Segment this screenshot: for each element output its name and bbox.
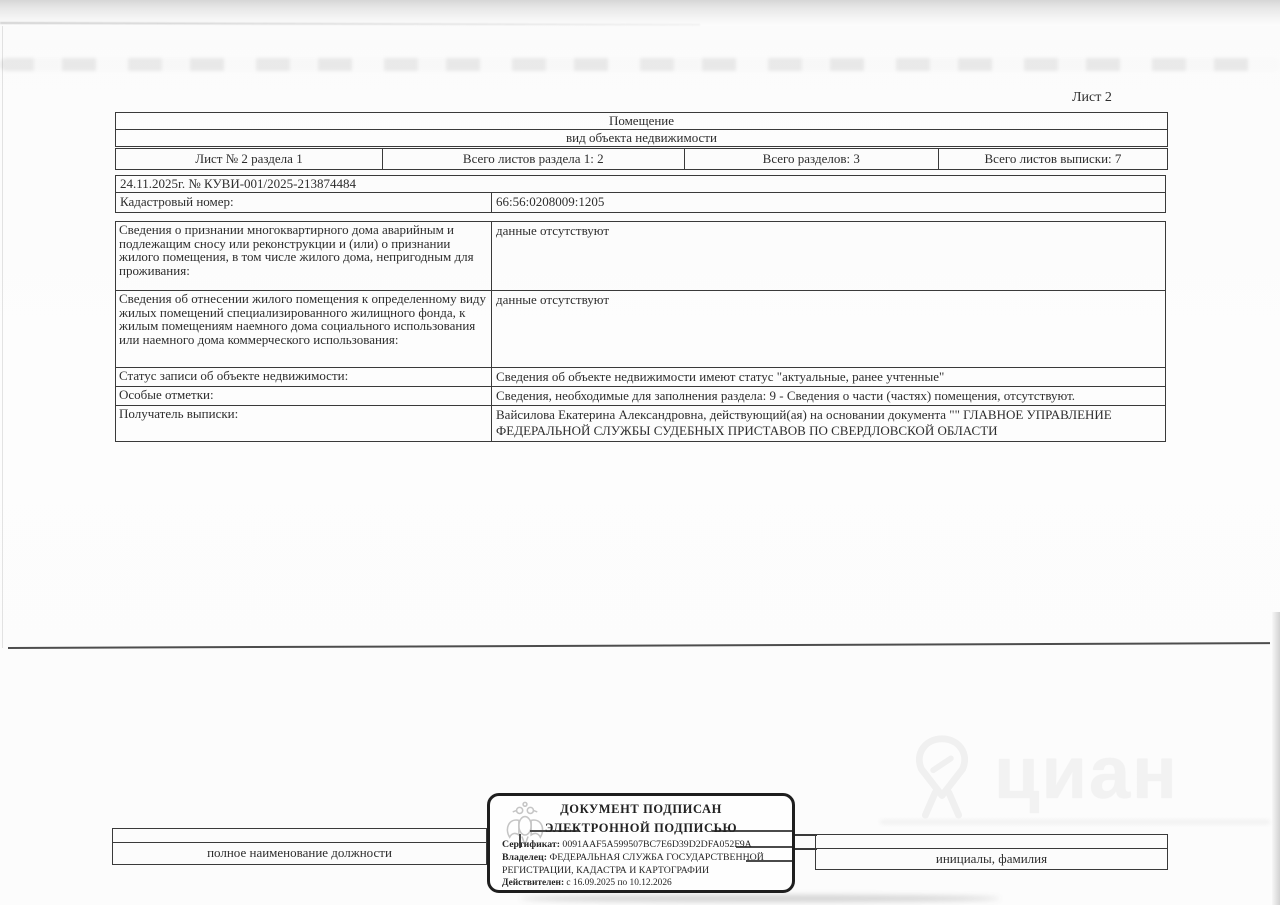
electronic-signature-stamp xyxy=(487,793,795,893)
table-row xyxy=(116,222,1165,290)
sheet-meta-row xyxy=(115,148,1168,170)
scan-right-edge-strip xyxy=(1272,612,1280,905)
row-value: Сведения об объекте недвижимости имеют статус "актуальные, ранее учтенные" xyxy=(496,369,945,384)
signature-initials-box xyxy=(815,834,1168,870)
page-fold-divider-line xyxy=(8,642,1270,649)
certificate-value: 0091AAF5A599507BC7E6D39D2DFA052F9A xyxy=(562,839,752,850)
row-value: данные отсутствуют xyxy=(496,292,610,307)
owner-label: Владелец: xyxy=(502,852,547,863)
stamp-validity-row xyxy=(502,878,672,888)
row-label: Особые отметки: xyxy=(116,387,492,405)
stamp-title-line2: ЭЛЕКТРОННОЙ ПОДПИСЬЮ xyxy=(544,821,738,835)
row-value: Вайсилова Екатерина Александровна, действующий(ая) на основании документа "" ГЛАВНОЕ УПРАВЛЕНИЕ ФЕДЕРАЛЬНОЙ СЛУЖБЫ СУДЕБНЫХ ПРИСТАВОВ ПО СВЕРДЛОВСКОЙ ОБЛАСТИ xyxy=(496,407,1112,438)
extract-date-number: 24.11.2025г. № КУВИ-001/2025-213874484 xyxy=(115,175,1166,193)
validity-value: с 16.09.2025 по 10.12.2026 xyxy=(566,878,672,888)
form-line-stub xyxy=(793,848,817,850)
meta-cell-extract-sheets: Всего листов выписки: 7 xyxy=(984,151,1122,166)
cian-pin-icon xyxy=(898,730,986,827)
table-row xyxy=(116,405,1165,441)
details-table xyxy=(115,221,1166,442)
signature-line-left xyxy=(113,829,486,843)
row-label: Сведения об отнесении жилого помещения к определенному виду жилых помещений специализированного жилищного фонда, к жилым помещениям наемного дома социального использования или наемного дома коммерческого использования: xyxy=(116,291,492,367)
row-label: Сведения о признании многоквартирного дома аварийным и подлежащим сносу или реконструкции и (или) о признании жилого помещения, в том числе жилого дома, непригодным для проживания: xyxy=(116,222,492,290)
signature-position-box xyxy=(112,828,487,865)
row-value: данные отсутствуют xyxy=(496,223,610,238)
meta-cell-section-sheets: Всего листов раздела 1: 2 xyxy=(383,149,685,169)
stamp-title-line1: ДОКУМЕНТ ПОДПИСАН xyxy=(560,802,722,816)
cian-wordmark: циан xyxy=(994,731,1179,814)
signature-initials-caption: инициалы, фамилия xyxy=(935,851,1048,866)
certificate-label: Сертификат: xyxy=(502,839,560,850)
table-row xyxy=(116,386,1165,405)
table-row xyxy=(116,290,1165,367)
signature-position-caption: полное наименование должности xyxy=(207,845,392,860)
object-type-caption: вид объекта недвижимости xyxy=(116,129,1167,146)
row-value: Сведения, необходимые для заполнения раздела: 9 - Сведения о части (частях) помещения, отсутствуют. xyxy=(496,388,1076,403)
stamp-certificate-row xyxy=(502,839,752,850)
signature-line-right xyxy=(816,835,1167,849)
cadastral-number-value: 66:56:0208009:1205 xyxy=(496,194,605,209)
sheet-number-label: Лист 2 xyxy=(1072,90,1112,105)
validity-label: Действителен: xyxy=(502,878,565,888)
scan-left-edge-line xyxy=(2,26,3,648)
stamp-owner-row xyxy=(502,852,764,877)
cian-watermark xyxy=(898,730,1179,827)
scan-smudge-band xyxy=(0,58,1280,71)
table-row xyxy=(116,367,1165,386)
row-label: Получатель выписки: xyxy=(116,406,492,441)
form-line-stub xyxy=(793,834,817,836)
row-label: Статус записи об объекте недвижимости: xyxy=(116,368,492,386)
owner-value: ФЕДЕРАЛЬНАЯ СЛУЖБА ГОСУДАРСТВЕННОЙ РЕГИСТРАЦИИ, КАДАСТРА И КАРТОГРАФИИ xyxy=(502,852,764,876)
object-type-title: Помещение xyxy=(608,113,675,128)
meta-cell-sections-total: Всего разделов: 3 xyxy=(685,149,939,169)
cadastral-number-row xyxy=(115,192,1166,213)
cadastral-number-label: Кадастровый номер: xyxy=(116,193,492,212)
object-type-table xyxy=(115,112,1168,147)
scan-shadow-artifact xyxy=(520,895,1000,902)
meta-cell-sheet: Лист № 2 раздела 1 xyxy=(116,149,383,169)
